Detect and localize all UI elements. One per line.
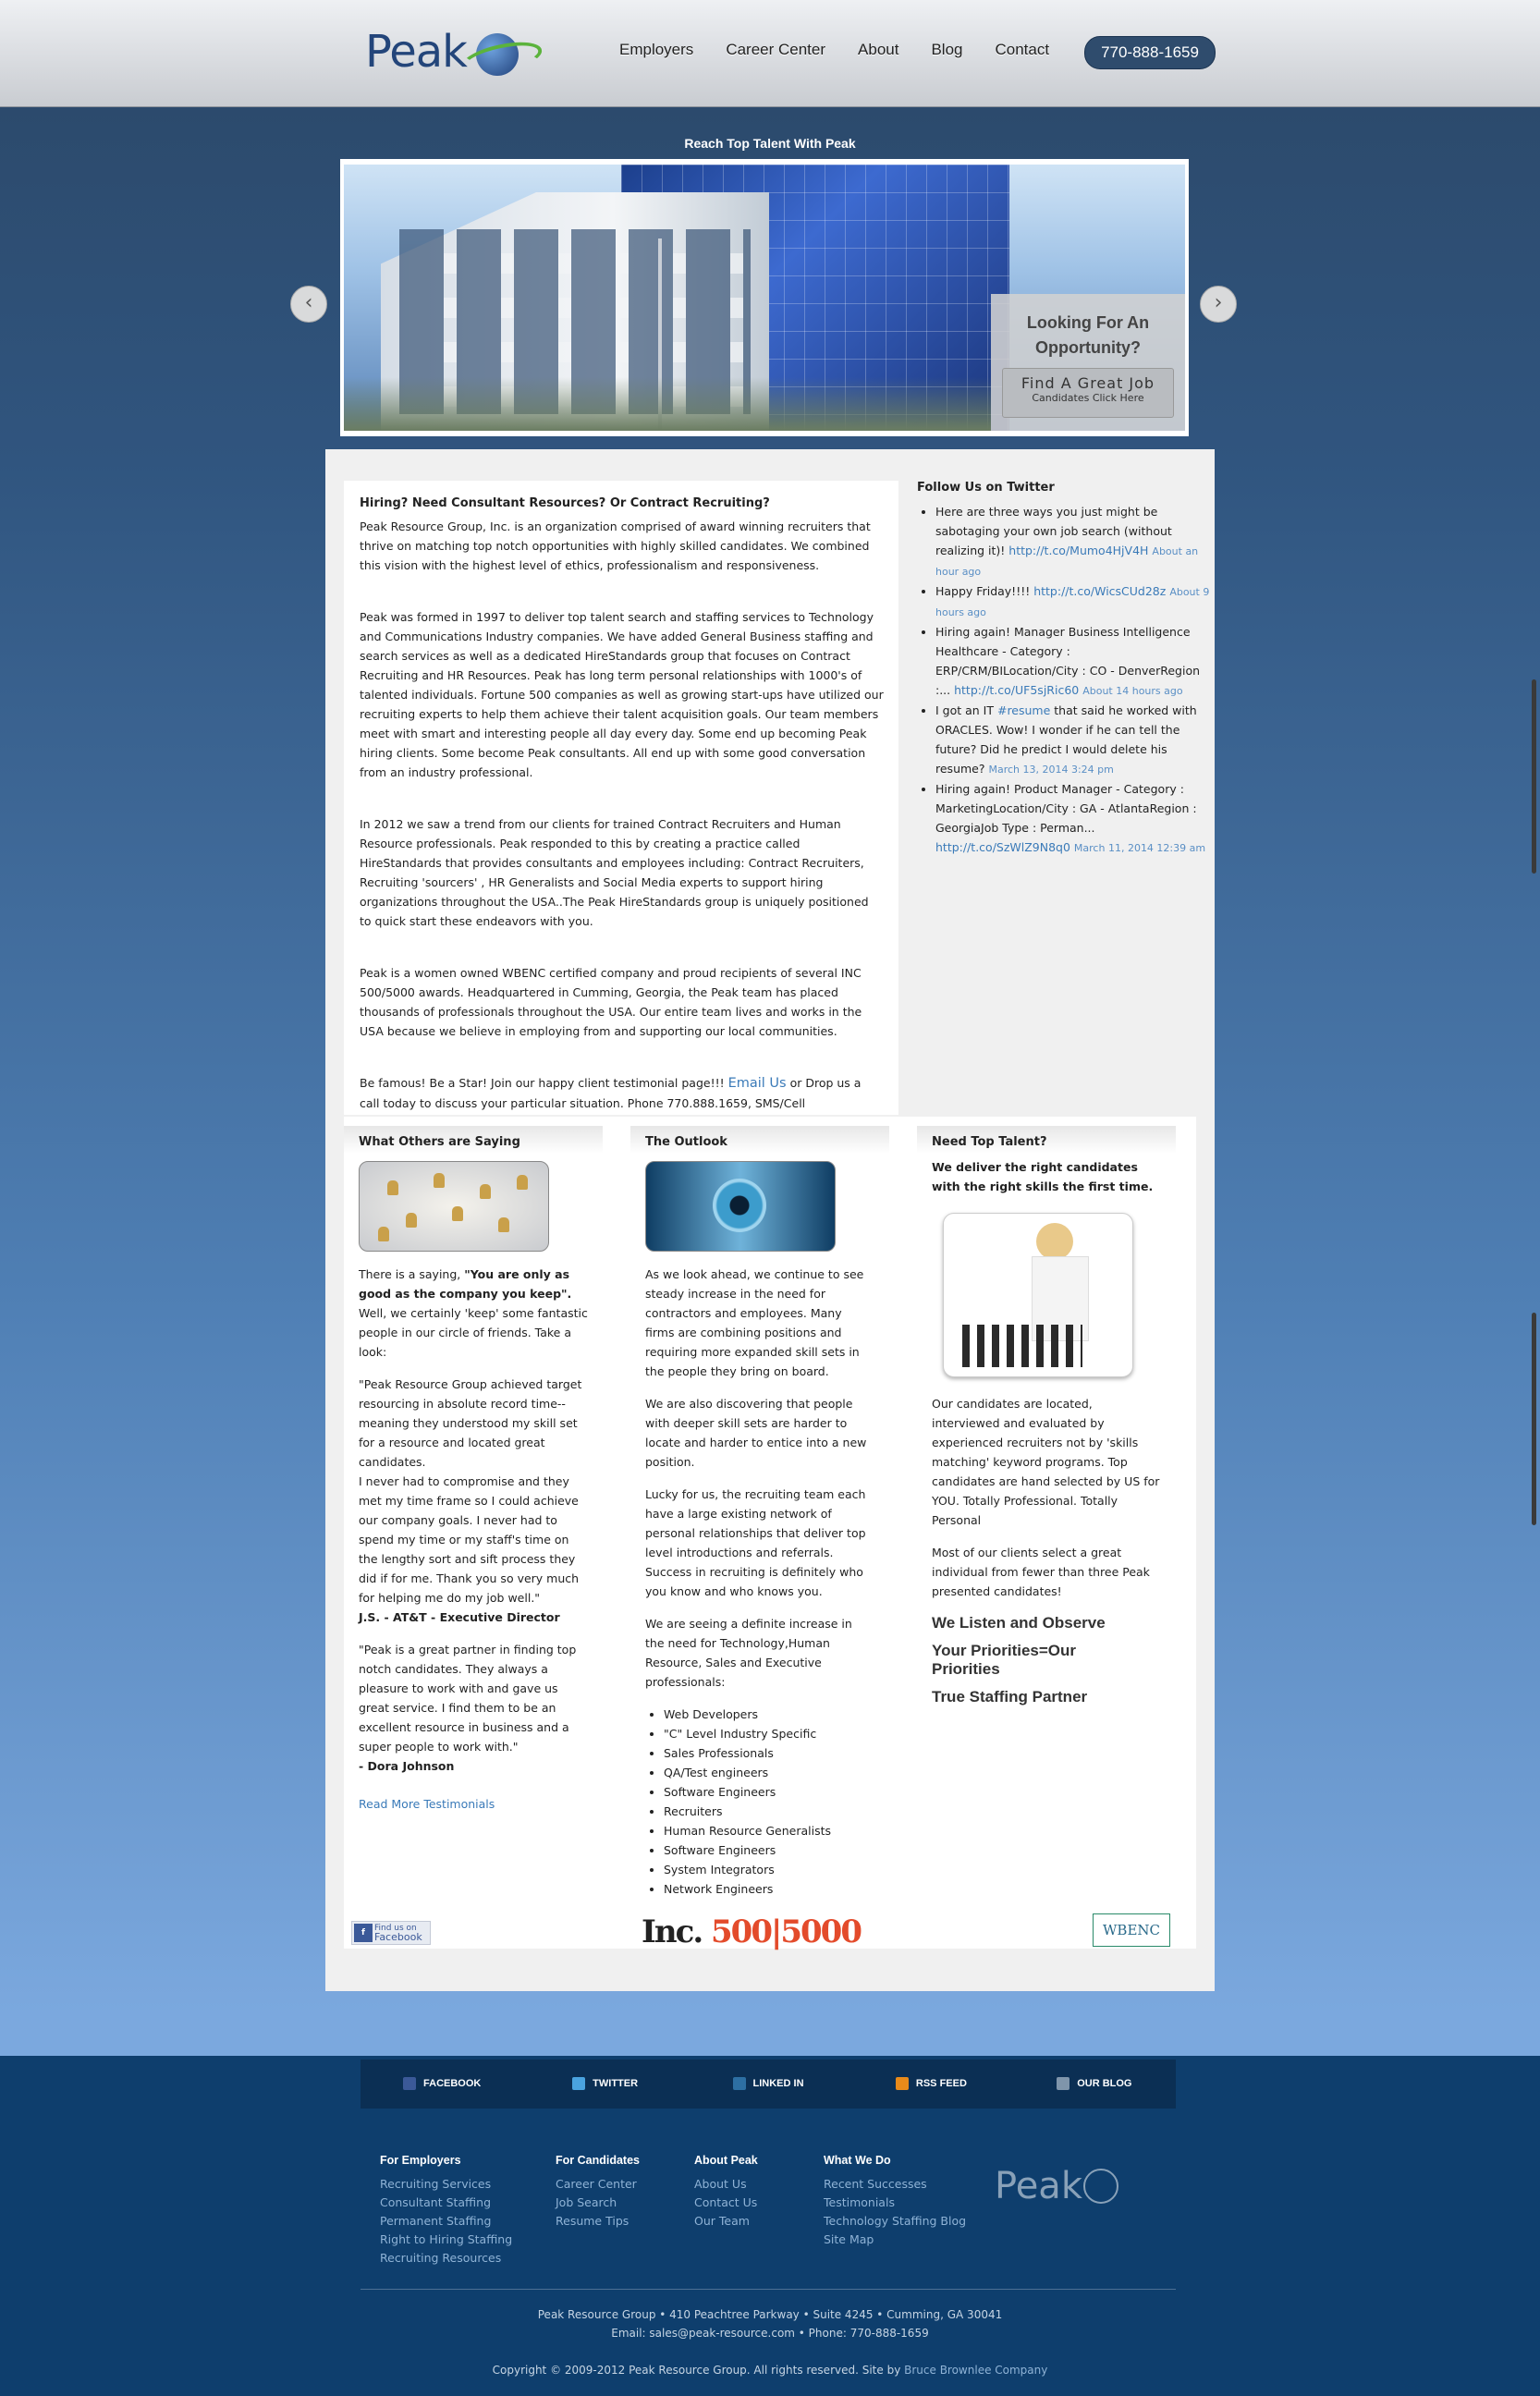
tweet-list[interactable] [917, 502, 1215, 854]
list-item: • QA/Test engineers [664, 1763, 874, 1782]
list-item: • Network Engineers [664, 1879, 874, 1899]
skills-list [645, 1705, 874, 1899]
site-header [0, 0, 1540, 107]
phone-button[interactable]: 770-888-1659 [1084, 36, 1216, 69]
network-image [359, 1161, 549, 1252]
intro-paragraph-3: In 2012 we saw a trend from our clients for trained Contract Recruiters and Human Resource professionals. Peak responded to this by creating a practice called HireStandards that provides consultants and employees including: Contract Recruiters, Recruiting 'sourcers' , HR Generalists and Social Media experts to support hiring organizations throughout the USA..The Peak HireStandards group is uniquely positioned to quick start these endeavors with you. [360, 817, 869, 928]
tweet-time[interactable]: About 14 hours ago [1082, 685, 1183, 697]
tweet-text: that said he worked with ORACLES. Wow! I wonder if he can tell the future? Did he predict I would delete his resume? [935, 703, 1197, 776]
twitter-feed [917, 481, 1215, 854]
tweet-link[interactable]: http://t.co/WicsCUd28z [1033, 584, 1167, 598]
tagline-2: Your Priorities=Our Priorities [932, 1642, 1077, 1678]
three-columns [344, 1117, 1196, 1949]
social-label: LINKED IN [752, 2078, 804, 2089]
top-talent-lead: We deliver the right candidates with the right skills the first time. [932, 1160, 1154, 1193]
social-facebook[interactable] [361, 2060, 523, 2109]
find-job-button[interactable] [1002, 368, 1174, 418]
list-item: • Sales Professionals [664, 1743, 874, 1763]
testimonials-title: What Others are Saying [344, 1126, 603, 1154]
site-credit-link[interactable]: Bruce Brownlee Company [904, 2364, 1048, 2377]
testimonial-text: "Peak Resource Group achieved target resourcing in absolute record time--meaning they understood my skill set for a resource and located great candidates. [359, 1377, 582, 1469]
slide-cta-box [991, 294, 1185, 431]
globe-icon [1083, 2169, 1118, 2204]
slider-next-arrow-icon[interactable]: › [1200, 286, 1237, 323]
footer-link[interactable]: Site Map [824, 2232, 874, 2246]
footer-link[interactable]: Consultant Staffing [380, 2195, 492, 2209]
tweet-hashtag[interactable]: #resume [996, 703, 1051, 717]
testimonial-author: - Dora Johnson [359, 1759, 455, 1773]
top-talent-paragraph-2: Most of our clients select a great individual from fewer than three Peak presented candidates! [932, 1546, 1150, 1598]
building-image [344, 165, 1185, 431]
outlook-paragraph-4: We are seeing a definite increase in the need for Technology,Human Resource, Sales and Executive professionals: [645, 1617, 852, 1689]
outlook-title: The Outlook [630, 1126, 889, 1154]
intro-paragraph-4: Peak is a women owned WBENC certified company and proud recipients of several INC 500/5000 awards. Headquartered in Cumming, Georgia, the Peak team has placed thousands of professionals throughout the USA. Our entire team lives and works in the USA because we believe in employing from and supporting our local communities. [360, 966, 862, 1038]
tweet-text: Hiring again! Manager Business Intelligence Healthcare - Category : ERP/CRM/BILocation/City : CO - DenverRegion :... [935, 625, 1201, 697]
social-twitter[interactable] [523, 2060, 686, 2109]
footer-link[interactable]: Permanent Staffing [380, 2214, 492, 2228]
footer-link[interactable]: About Us [694, 2177, 747, 2191]
fb-small-text: Find us on [374, 1923, 417, 1933]
social-label: TWITTER [593, 2078, 639, 2089]
cta-question: Looking For An Opportunity? [1026, 313, 1150, 357]
slider-prev-arrow-icon[interactable]: ‹ [290, 286, 327, 323]
facebook-icon [403, 2077, 416, 2090]
testimonial-author: J.S. - AT&T - Executive Director [359, 1610, 560, 1624]
social-linkedin[interactable] [687, 2060, 849, 2109]
social-blog[interactable] [1013, 2060, 1176, 2109]
testimonial-text: "Peak is a great partner in finding top notch candidates. They always a pleasure to work with and gave us great service. I find them to be an excellent resource in business and a super people to work with." [359, 1643, 577, 1754]
tagline-3: True Staffing Partner [932, 1688, 1088, 1705]
outlook-paragraph-1: As we look ahead, we continue to see steady increase in the need for contractors and employees. Many firms are combining positions and requiring more expanded skill sets in the people they bring on board. [645, 1267, 864, 1378]
top-talent-paragraph-1: Our candidates are located, interviewed and evaluated by experienced recruiters not by 'skills matching' keyword programs. Top candidates are hand selected by US for YOU. Totally Professional. Totally Personal [932, 1397, 1160, 1527]
slider-title: Reach Top Talent With Peak [684, 136, 856, 151]
tweet-item [935, 502, 1215, 581]
intro-heading: Hiring? Need Consultant Resources? Or Contract Recruiting? [360, 496, 770, 510]
tweet-text: I got an IT [935, 703, 997, 717]
intro-paragraph-1: Peak Resource Group, Inc. is an organization comprised of award winning recruiters that thrive on matching top notch opportunities with highly skilled candidates. We combined this vision with the highest level of ethics, professionalism and responsiveness. [360, 520, 871, 572]
intro-section [344, 481, 898, 1115]
slider [340, 159, 1189, 436]
team-image [943, 1213, 1133, 1377]
footer-link[interactable]: Contact Us [694, 2195, 758, 2209]
footer-link[interactable]: Job Search [556, 2195, 617, 2209]
inc-500-5000-logo [642, 1913, 861, 1950]
footer-link[interactable]: Technology Staffing Blog [824, 2214, 967, 2228]
footer-link[interactable]: Right to Hiring Staffing [380, 2232, 513, 2246]
outlook-column [630, 1126, 889, 1899]
tweet-time[interactable]: March 13, 2014 3:24 pm [988, 764, 1114, 776]
intro-paragraph-2: Peak was formed in 1997 to deliver top talent search and staffing services to Technology and Communications Industry companies. We have added General Business staffing and search services as well as a dedicated HireStandards group that focuses on Contract Recruiting and HR Resources. Peak has long term personal relationships with 1000's of talented individuals. Fortune 500 companies as well as growing start-ups have utilized our recruiting experts to help them achieve their talent acquisition goals. Our team members meet with smart and interesting people all day every day. Some end up becoming Peak hiring clients. Some become Peak consultants. All end up with some good conversation from an industry professional. [360, 610, 884, 779]
tweet-text: Here are three ways you just might be sabotaging your own job search (without realizing it)! [935, 505, 1172, 557]
footer-divider [361, 2289, 1176, 2290]
find-job-label: Find A Great Job [1021, 374, 1155, 392]
footer-link[interactable]: Recent Successes [824, 2177, 927, 2191]
social-label: OUR BLOG [1077, 2078, 1132, 2089]
footer-contact: Email: sales@peak-resource.com • Phone: 770-888-1659 [611, 2327, 929, 2340]
tweet-item [935, 701, 1215, 779]
saying-paragraph [359, 1265, 588, 1362]
nav-employers[interactable]: Employers [619, 41, 694, 58]
inc-text: Inc. [642, 1913, 703, 1950]
social-rss[interactable] [849, 2060, 1012, 2109]
footer-link[interactable]: Career Center [556, 2177, 637, 2191]
list-item: • Human Resource Generalists [664, 1821, 874, 1840]
tweet-text: Hiring again! Product Manager - Category : MarketingLocation/City : GA - AtlantaRegion : GeorgiaJob Type : Perman... [935, 782, 1197, 835]
footer-col-employers [380, 2151, 512, 2268]
footer-col-title: What We Do [824, 2154, 891, 2167]
tweet-text: Happy Friday!!!! [935, 584, 1034, 598]
testimonials-column [344, 1126, 603, 1827]
tweet-link[interactable]: http://t.co/Mumo4HjV4H [1008, 544, 1149, 557]
nav-career-center[interactable]: Career Center [726, 41, 826, 58]
footer-link[interactable]: Recruiting Services [380, 2177, 492, 2191]
tagline-1: We Listen and Observe [932, 1614, 1106, 1632]
email-us-link[interactable]: Email Us [727, 1076, 787, 1091]
footer-link[interactable]: Testimonials [824, 2195, 895, 2209]
saying-quote: "You are only as good as the company you keep". [359, 1267, 572, 1301]
testimonial-2 [359, 1640, 588, 1776]
scrollbar-thumb[interactable] [1532, 1313, 1536, 1525]
outlook-paragraph-3: Lucky for us, the recruiting team each have a large existing network of personal relationships that deliver top level introductions and referrals. Success in recruiting is definitely who you know and who knows you. [645, 1487, 866, 1598]
tweet-link[interactable]: http://t.co/SzWlZ9N8q0 [935, 840, 1070, 854]
footer-address: Peak Resource Group • 410 Peachtree Parkway • Suite 4245 • Cumming, GA 30041 [537, 2308, 1003, 2321]
award-badges [344, 1913, 1196, 1950]
tweet-item [935, 779, 1215, 858]
tweet-time[interactable]: About 9 hours ago [935, 586, 1210, 618]
tweet-item [935, 581, 1215, 622]
tweet-time[interactable]: About an hour ago [935, 545, 1199, 578]
list-item: • Software Engineers [664, 1782, 874, 1802]
testimonial-text: I never had to compromise and they met my time frame so I could achieve our company goals. I never had to spend my time or my staff's time on the lengthy sort and sift process they did if for me. Thank you so very much for helping me do my job well." [359, 1474, 580, 1605]
content-panel [325, 449, 1215, 1991]
footer-link[interactable]: Our Team [694, 2214, 750, 2228]
footer-col-what-we-do [824, 2151, 966, 2249]
testimonial-1 [359, 1375, 588, 1627]
footer-col-title: About Peak [694, 2154, 758, 2167]
list-item: • System Integrators [664, 1860, 874, 1879]
main-nav [619, 41, 1082, 59]
facebook-badge[interactable] [351, 1921, 431, 1945]
nav-blog[interactable]: Blog [931, 41, 963, 58]
trees [344, 377, 991, 431]
footer-logo[interactable] [995, 2165, 1082, 2207]
footer-col-title: For Employers [380, 2154, 461, 2167]
nav-contact[interactable]: Contact [995, 41, 1050, 58]
top-talent-title: Need Top Talent? [917, 1126, 1176, 1154]
logo-text: Peak [365, 26, 467, 78]
twitter-title: Follow Us on Twitter [917, 481, 1055, 495]
top-talent-column [917, 1126, 1176, 1716]
twitter-icon [572, 2077, 585, 2090]
saying-text: There is a saying, [359, 1267, 465, 1281]
eye-image [645, 1161, 836, 1252]
list-item: • Software Engineers [664, 1840, 874, 1860]
list-item: • Recruiters [664, 1802, 874, 1821]
footer-col-title: For Candidates [556, 2154, 640, 2167]
scrollbar-thumb[interactable] [1532, 679, 1536, 874]
nav-about[interactable]: About [858, 41, 899, 58]
linkedin-icon [733, 2077, 746, 2090]
peak-logo[interactable] [365, 26, 532, 81]
outlook-paragraph-2: We are also discovering that people with deeper skill sets are harder to locate and harder to entice into a new position. [645, 1397, 867, 1469]
cta-text-b: or Drop us a call today to discuss your particular situation. Phone 770.888.1659, SMS/Cell [360, 1076, 862, 1110]
wbenc-badge: WBENC [1093, 1913, 1170, 1947]
tweet-time[interactable]: March 11, 2014 12:39 am [1073, 842, 1206, 854]
tweet-item [935, 622, 1215, 701]
footer-col-candidates [556, 2151, 640, 2231]
social-bar [361, 2060, 1176, 2109]
list-item: • "C" Level Industry Specific [664, 1724, 874, 1743]
inc-numbers: 500|5000 [711, 1913, 861, 1950]
chat-bubble-icon [1057, 2077, 1069, 2090]
facebook-icon: f [354, 1924, 373, 1942]
footer-link[interactable]: Resume Tips [556, 2214, 629, 2228]
copyright-text: Copyright © 2009-2012 Peak Resource Group. All rights reserved. Site by [492, 2364, 905, 2377]
footer-logo-text: Peak [995, 2165, 1082, 2207]
find-job-sub: Candidates Click Here [1032, 392, 1144, 404]
rss-icon [896, 2077, 909, 2090]
footer-copyright [0, 2364, 1540, 2377]
social-label: RSS FEED [915, 2078, 967, 2089]
footer-link[interactable]: Recruiting Resources [380, 2251, 502, 2265]
read-more-testimonials-link[interactable]: Read More Testimonials [359, 1797, 495, 1811]
fb-big-text: Facebook [374, 1930, 422, 1943]
tweet-link[interactable]: http://t.co/UF5sjRic60 [954, 683, 1080, 697]
cta-text-a: Be famous! Be a Star! Join our happy client testimonial page!!! [360, 1076, 728, 1090]
footer-col-about [694, 2151, 758, 2231]
list-item: • Web Developers [664, 1705, 874, 1724]
saying-text: Well, we certainly 'keep' some fantastic people in our circle of friends. Take a look: [359, 1306, 588, 1359]
social-label: FACEBOOK [423, 2078, 482, 2089]
